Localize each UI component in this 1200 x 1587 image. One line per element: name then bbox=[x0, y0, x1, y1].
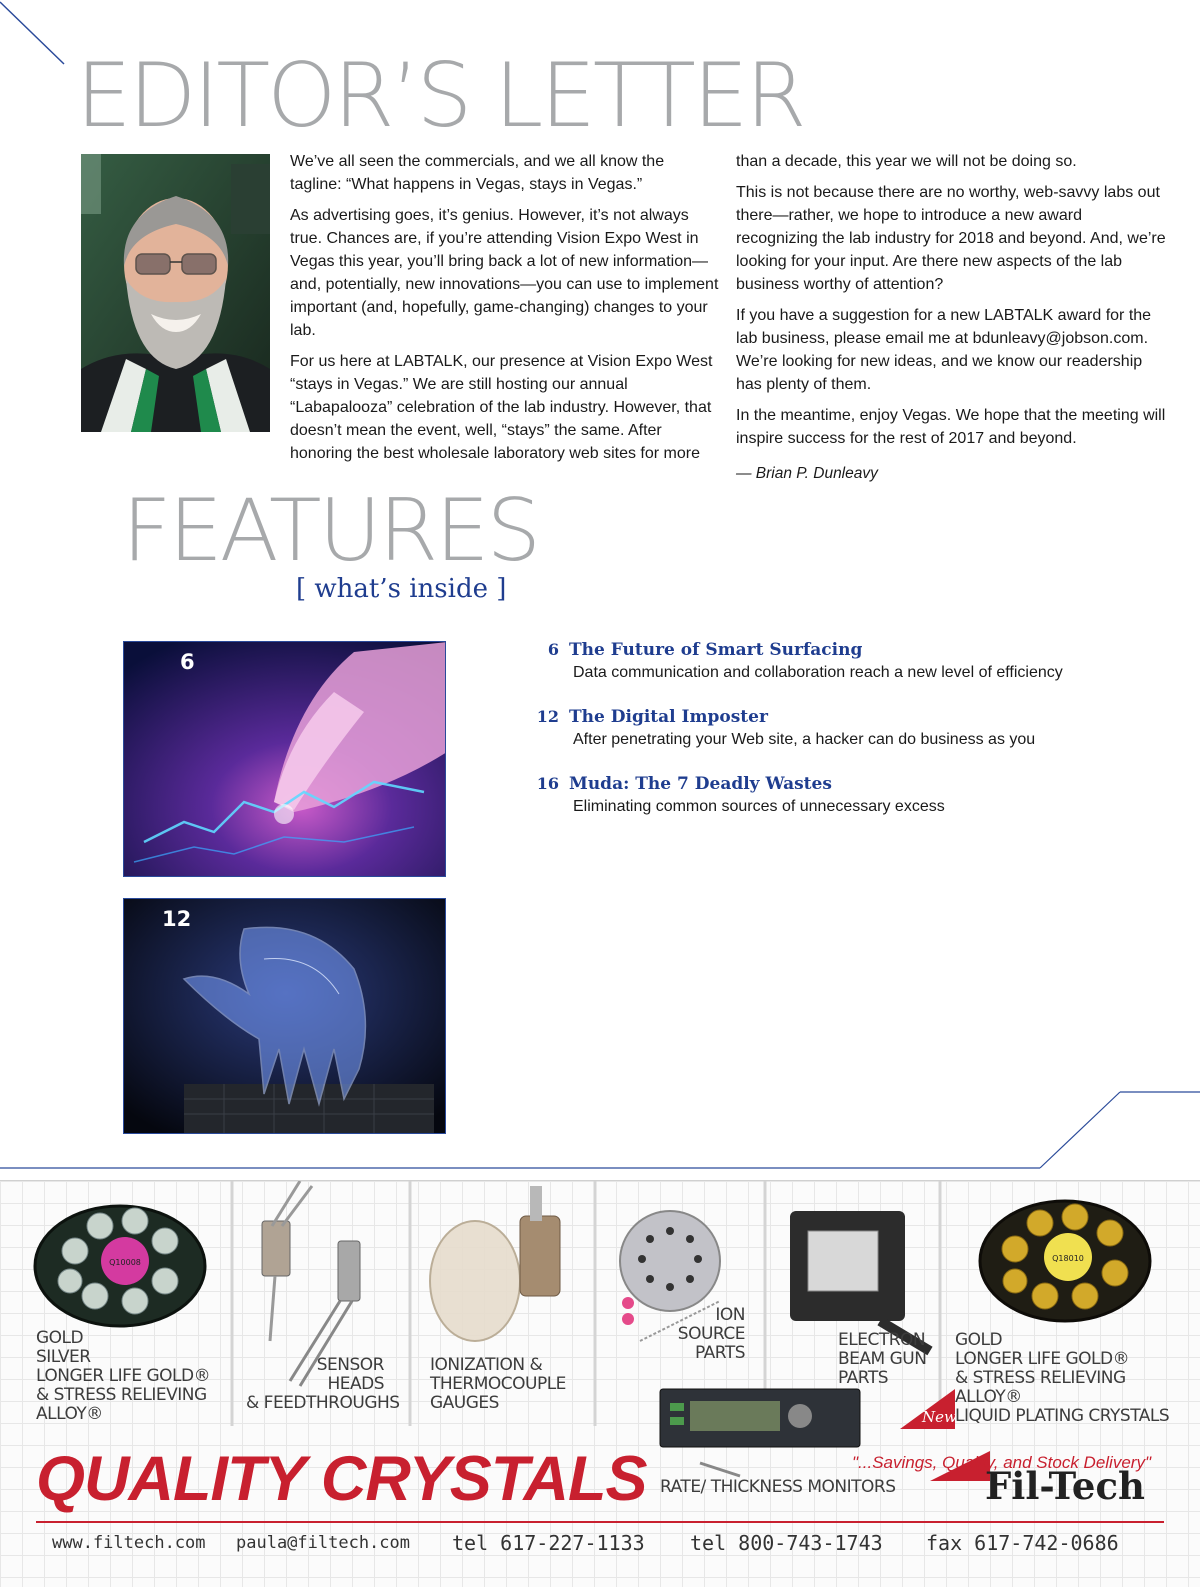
editor-letter-column-2 bbox=[736, 150, 1166, 493]
toc-title[interactable]: The Digital Imposter bbox=[569, 707, 768, 727]
ad-label-ionization-gauges: IONIZATION & THERMOCOUPLE GAUGES bbox=[430, 1355, 566, 1413]
letter-paragraph: If you have a suggestion for a new LABTALK award for the lab business, please email me at bdunleavy@jobson.com. We’re looking for new ideas, and we know our readership has plenty of them. bbox=[736, 307, 1152, 393]
toc-page-number: 16 bbox=[536, 774, 559, 793]
toc-item-digital-imposter[interactable] bbox=[533, 707, 1133, 749]
filtech-advertisement[interactable] bbox=[0, 1180, 1200, 1587]
letter-paragraph: We’ve all seen the commercials, and we all know the tagline: “What happens in Vegas, stays in Vegas.” bbox=[290, 153, 665, 193]
toc-description: After penetrating your Web site, a hacker can do business as you bbox=[573, 731, 1036, 748]
toc-description: Eliminating common sources of unnecessary excess bbox=[573, 798, 945, 815]
editor-letter-column-1 bbox=[290, 150, 720, 473]
features-title: FEATURES bbox=[122, 481, 539, 581]
top-left-corner-line bbox=[0, 0, 70, 70]
ad-website-link[interactable]: www.filtech.com bbox=[52, 1533, 206, 1553]
svg-text:Q10008: Q10008 bbox=[109, 1258, 141, 1267]
page-badge-number: 6 bbox=[180, 650, 195, 674]
ad-label-gold-silver: GOLD SILVER LONGER LIFE GOLD® & STRESS RELIEVING ALLOY® bbox=[36, 1328, 211, 1424]
ad-label-sensor-heads: SENSOR HEADS & FEEDTHROUGHS bbox=[246, 1355, 400, 1413]
editor-signature: — Brian P. Dunleavy bbox=[736, 465, 878, 482]
toc-page-number: 12 bbox=[536, 707, 559, 726]
ad-label-electron-beam: ELECTRON BEAM GUN PARTS bbox=[838, 1330, 927, 1388]
ad-label-gold-liquid: GOLD LONGER LIFE GOLD® & STRESS RELIEVING ALLOY® LIQUID PLATING CRYSTALS bbox=[955, 1330, 1170, 1426]
page-badge-number: 12 bbox=[162, 907, 192, 931]
ad-phone-2[interactable]: tel 800-743-1743 bbox=[690, 1531, 883, 1555]
ad-label-rate-monitors: RATE/ THICKNESS MONITORS bbox=[660, 1477, 896, 1497]
toc-description: Data communication and collaboration reach a new level of efficiency bbox=[573, 664, 1063, 681]
ad-fax: fax 617-742-0686 bbox=[926, 1531, 1119, 1555]
letter-paragraph: This is not because there are no worthy, web-savvy labs out there—rather, we hope to introduce a new award recognizing the lab industry for 2018 and beyond. And, we’re looking for your input. Are there new aspects of the lab business worthy of attention? bbox=[736, 184, 1166, 293]
toc-item-smart-surfacing[interactable] bbox=[533, 640, 1133, 682]
feature-image-digital-imposter[interactable] bbox=[123, 898, 446, 1134]
ad-headline: QUALITY CRYSTALS bbox=[36, 1444, 647, 1514]
letter-paragraph: As advertising goes, it’s genius. However, it’s not always true. Chances are, if you’re attending Vision Expo West in Vegas this year, you’ll bring back a lot of new information—and, potentially, new innovations—you can use to implement important (and, hopefully, game-changing) changes to your lab. bbox=[290, 207, 719, 339]
toc-title[interactable]: The Future of Smart Surfacing bbox=[569, 640, 863, 660]
ad-divider bbox=[36, 1521, 1164, 1523]
letter-paragraph: For us here at LABTALK, our presence at Vision Expo West “stays in Vegas.” We are still hosting our annual “Labapalooza” celebration of the lab industry. However, that doesn’t mean the event, well, “stays” the same. After honoring the best wholesale laboratory web sites for more bbox=[290, 353, 713, 462]
ad-tagline: "...Savings, Quality, and Stock Delivery" bbox=[852, 1453, 1151, 1472]
ad-phone-1[interactable]: tel 617-227-1133 bbox=[452, 1531, 645, 1555]
ad-email-link[interactable]: paula@filtech.com bbox=[236, 1533, 410, 1553]
toc-title[interactable]: Muda: The 7 Deadly Wastes bbox=[569, 774, 832, 794]
letter-paragraph: In the meantime, enjoy Vegas. We hope that the meeting will inspire success for the rest of 2017 and beyond. bbox=[736, 407, 1166, 447]
editors-letter-title: EDITOR’S LETTER bbox=[76, 44, 804, 147]
feature-image-smart-surfacing[interactable] bbox=[123, 641, 446, 877]
toc-page-number: 6 bbox=[547, 640, 559, 659]
letter-paragraph: than a decade, this year we will not be doing so. bbox=[736, 153, 1077, 170]
features-subtitle: [ what’s inside ] bbox=[296, 574, 507, 604]
toc-item-muda[interactable] bbox=[533, 774, 1133, 816]
editor-photo bbox=[81, 154, 270, 432]
ad-label-ion-source: ION SOURCE PARTS bbox=[677, 1305, 745, 1363]
filtech-logo: Fil-Tech bbox=[985, 1464, 1145, 1508]
new-badge: New bbox=[922, 1408, 957, 1426]
svg-text:Q18010: Q18010 bbox=[1052, 1254, 1084, 1263]
